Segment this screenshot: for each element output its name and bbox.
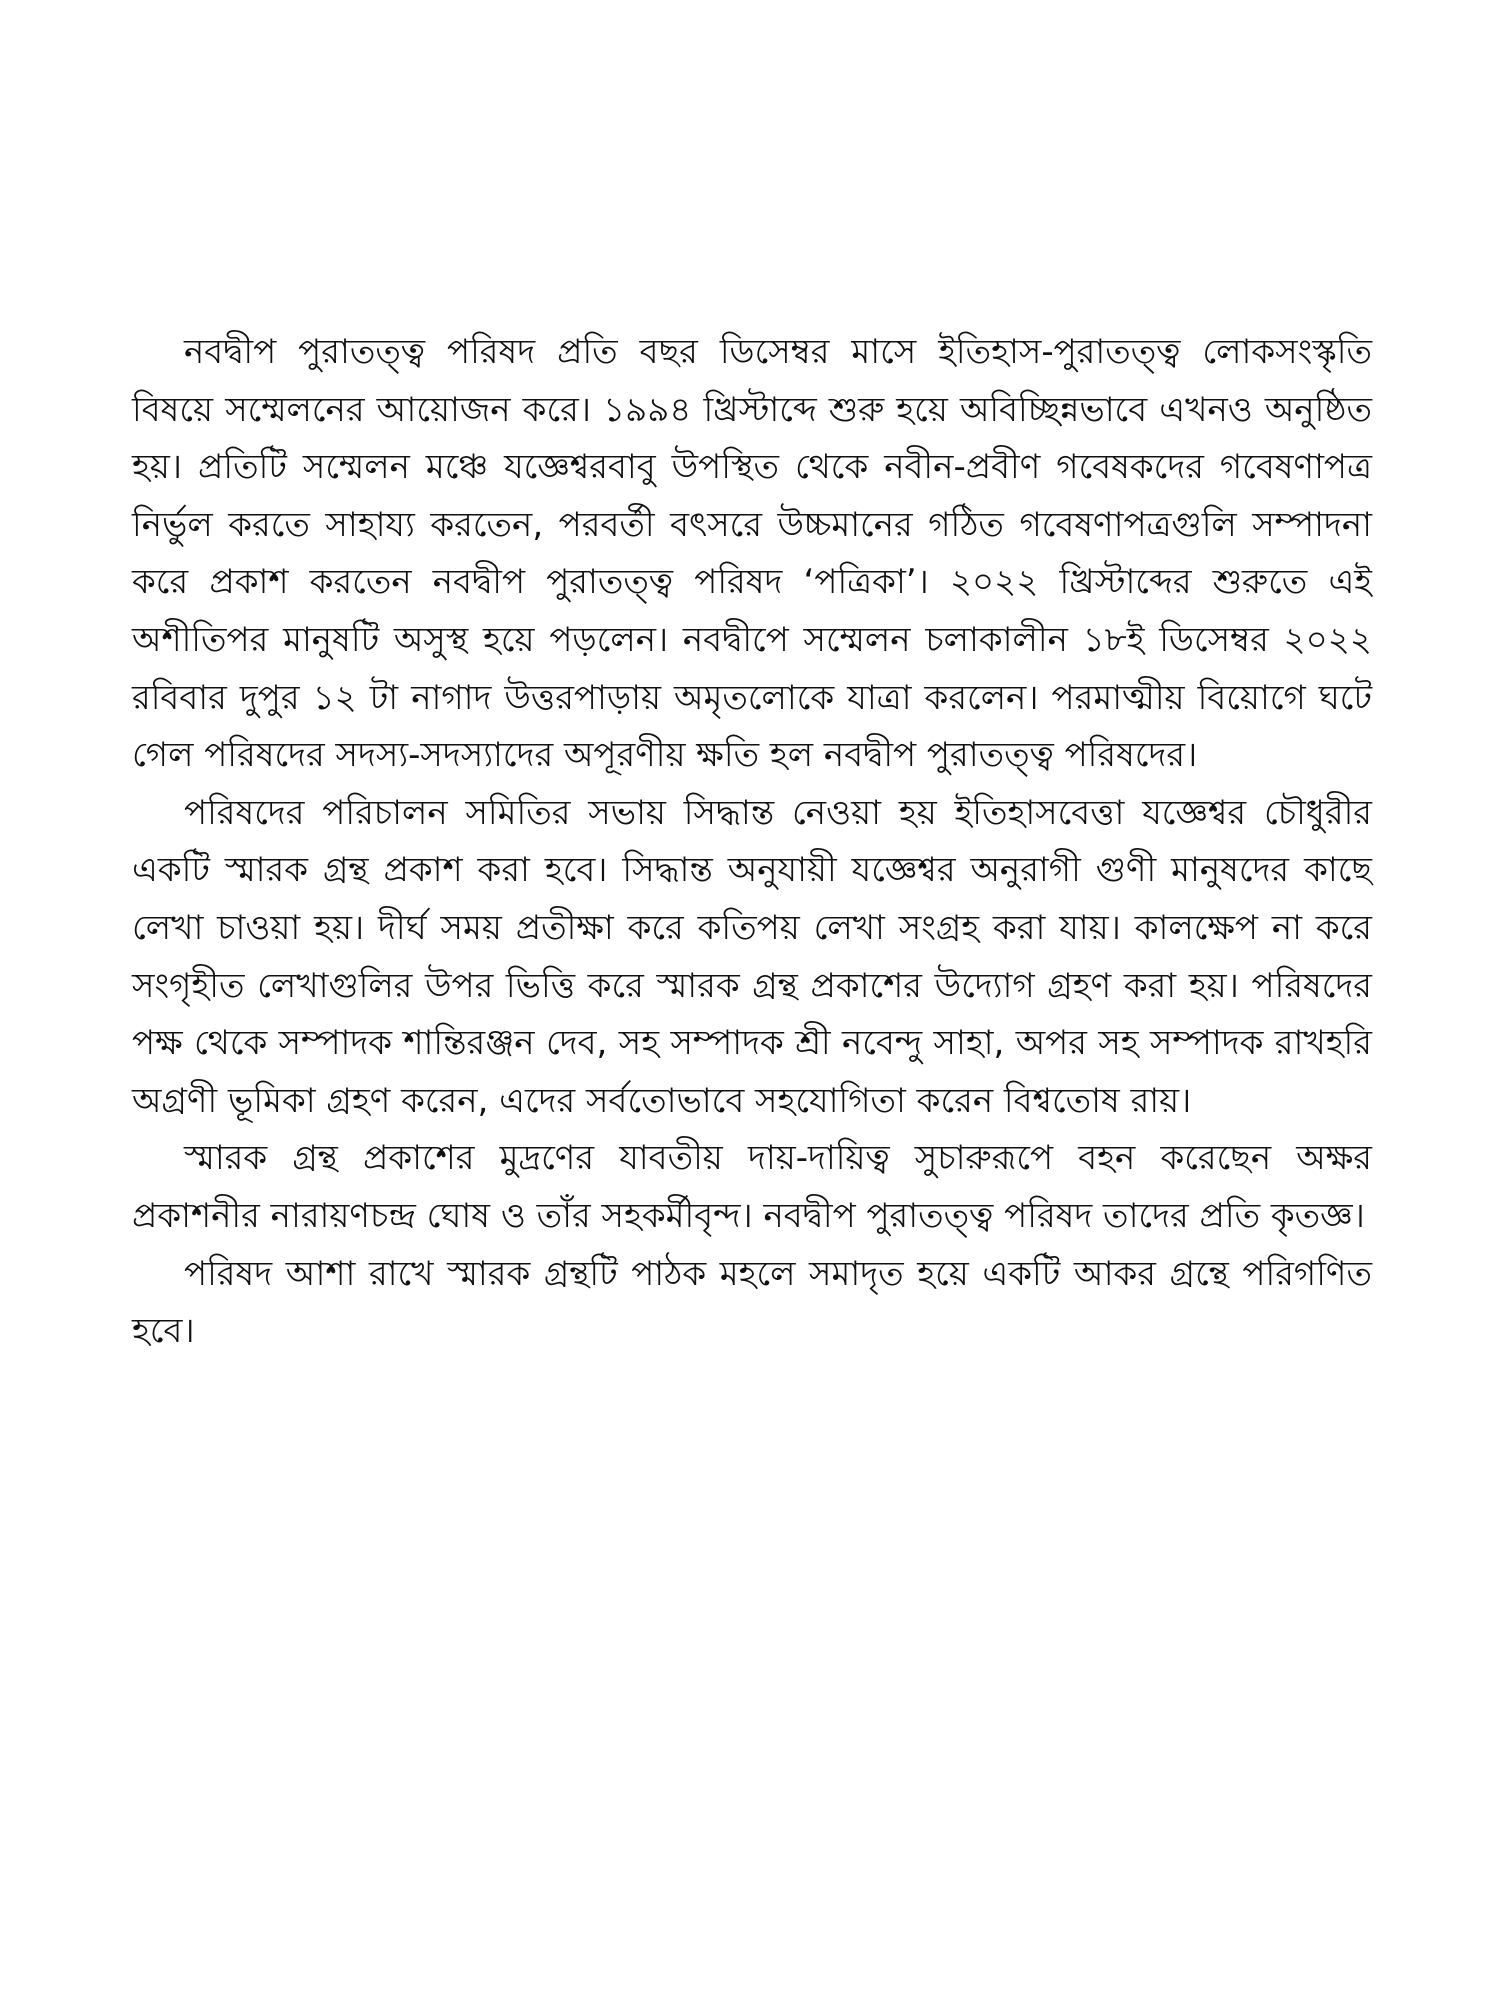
body-text: [132, 324, 1372, 1361]
paragraph-2: পরিষদের পরিচালন সমিতির সভায় সিদ্ধান্ত নেওয়া হয় ইতিহাসবেত্তা যজ্ঞেশ্বর চৌধুরীর একটি স্মারক গ্রন্থ প্রকাশ করা হবে। সিদ্ধান্ত অনুযায়ী যজ্ঞেশ্বর অনুরাগী গুণী মানুষদের কাছে লেখা চাওয়া হয়। দীর্ঘ সময় প্রতীক্ষা করে কতিপয় লেখা সংগ্রহ করা যায়। কালক্ষেপ না করে সংগৃহীত লেখাগুলির উপর ভিত্তি করে স্মারক গ্রন্থ প্রকাশের উদ্যোগ গ্রহণ করা হয়। পরিষদের পক্ষ থেকে সম্পাদক শান্তিরঞ্জন দেব, সহ সম্পাদক শ্রী নবেন্দু সাহা, অপর সহ সম্পাদক রাখহরি অগ্রণী ভূমিকা গ্রহণ করেন, এদের সর্বতোভাবে সহযোগিতা করেন বিশ্বতোষ রায়।: [132, 792, 1372, 1121]
paragraph-1: নবদ্বীপ পুরাতত্ত্ব পরিষদ প্রতি বছর ডিসেম্বর মাসে ইতিহাস-পুরাতত্ত্ব লোকসংস্কৃতি বিষয়ে সম্মেলনের আয়োজন করে। ১৯৯৪ খ্রিস্টাব্দে শুরু হয়ে অবিচ্ছিন্নভাবে এখনও অনুষ্ঠিত হয়। প্রতিটি সম্মেলন মঞ্চে যজ্ঞেশ্বরবাবু উপস্থিত থেকে নবীন-প্রবীণ গবেষকদের গবেষণাপত্র নির্ভুল করতে সাহায্য করতেন, পরবর্তী বৎসরে উচ্চমানের গঠিত গবেষণাপত্রগুলি সম্পাদনা করে প্রকাশ করতেন নবদ্বীপ পুরাতত্ত্ব পরিষদ ‘পত্রিকা’। ২০২২ খ্রিস্টাব্দের শুরুতে এই অশীতিপর মানুষটি অসুস্থ হয়ে পড়লেন। নবদ্বীপে সম্মেলন চলাকালীন ১৮ই ডিসেম্বর ২০২২ রবিবার দুপুর ১২ টা নাগাদ উত্তরপাড়ায় অমৃতলোকে যাত্রা করলেন। পরমাত্মীয় বিয়োগে ঘটে গেল পরিষদের সদস্য-সদস্যাদের অপূরণীয় ক্ষতি হল নবদ্বীপ পুরাতত্ত্ব পরিষদের।: [132, 332, 1372, 776]
paragraph-4: পরিষদ আশা রাখে স্মারক গ্রন্থটি পাঠক মহলে সমাদৃত হয়ে একটি আকর গ্রন্থে পরিগণিত হবে।: [132, 1253, 1372, 1352]
paragraph-3: স্মারক গ্রন্থ প্রকাশের মুদ্রণের যাবতীয় দায়-দায়িত্ব সুচারুরূপে বহন করেছেন অক্ষর প্রকাশনীর নারায়ণচন্দ্র ঘোষ ও তাঁর সহকর্মীবৃন্দ। নবদ্বীপ পুরাতত্ত্ব পরিষদ তাদের প্রতি কৃতজ্ঞ।: [132, 1138, 1372, 1236]
